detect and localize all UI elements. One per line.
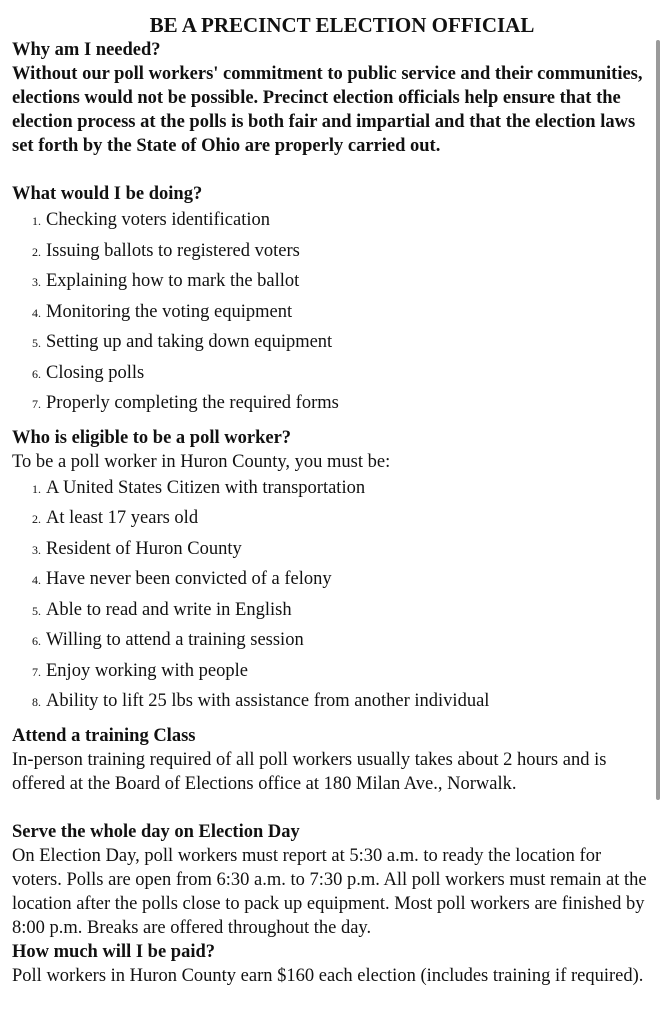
list-item: 2. At least 17 years old bbox=[32, 508, 199, 528]
paid-body: Poll workers in Huron County earn $160 each election (includes training if required). bbox=[12, 965, 644, 986]
list-item: 1. Checking voters identification bbox=[32, 210, 270, 230]
list-item: 7. Enjoy working with people bbox=[32, 660, 248, 681]
list-item: 5. Setting up and taking down equipment bbox=[32, 332, 333, 352]
paid-heading: How much will I be paid? bbox=[12, 941, 216, 962]
serve-body: On Election Day, poll workers must report at 5:30 a.m. to ready the location for voters. Polls are open from 6:30 a.m. to 7:30 p.m. All poll workers must remain at the location after the polls close to pack up equipment. Most poll workers are finished by 8:00 p.m. Breaks are offered throughout the day. bbox=[12, 845, 647, 938]
why-body: Without our poll workers' commitment to public service and their communities, elections would not be possible. Precinct election officials help ensure that the election process at the polls is both fair and impartial and that the election laws set forth by the State of Ohio are properly carried out. bbox=[12, 64, 643, 156]
page-title: BE A PRECINCT ELECTION OFFICIAL bbox=[149, 13, 535, 37]
list-item: 5. Able to read and write in English bbox=[32, 599, 292, 620]
eligible-list bbox=[12, 474, 652, 718]
list-item: 2. Issuing ballots to registered voters bbox=[32, 240, 300, 261]
list-item: 1. A United States Citizen with transportation bbox=[32, 477, 366, 498]
why-heading: Why am I needed? bbox=[12, 40, 161, 60]
list-item: 3. Resident of Huron County bbox=[32, 538, 242, 559]
list-item: 8. Ability to lift 25 lbs with assistance from another individual bbox=[32, 691, 490, 711]
eligible-heading: Who is eligible to be a poll worker? bbox=[12, 427, 292, 448]
list-item: 6. Willing to attend a training session bbox=[32, 630, 304, 650]
training-heading: Attend a training Class bbox=[12, 725, 196, 746]
eligible-intro: To be a poll worker in Huron County, you must be: bbox=[12, 451, 391, 472]
list-item: 4. Monitoring the voting equipment bbox=[32, 301, 293, 322]
doing-heading: What would I be doing? bbox=[12, 184, 203, 204]
list-item: 7. Properly completing the required forms bbox=[32, 393, 339, 413]
training-body: In-person training required of all poll workers usually takes about 2 hours and is offered at the Board of Elections office at 180 Milan Ave., Norwalk. bbox=[12, 749, 607, 794]
list-item: 3. Explaining how to mark the ballot bbox=[32, 271, 300, 291]
document-page bbox=[12, 12, 652, 988]
list-item: 6. Closing polls bbox=[32, 362, 145, 383]
list-item: 4. Have never been convicted of a felony bbox=[32, 569, 332, 589]
serve-heading: Serve the whole day on Election Day bbox=[12, 821, 300, 842]
scrollbar[interactable] bbox=[656, 40, 660, 800]
doing-list bbox=[12, 206, 652, 420]
